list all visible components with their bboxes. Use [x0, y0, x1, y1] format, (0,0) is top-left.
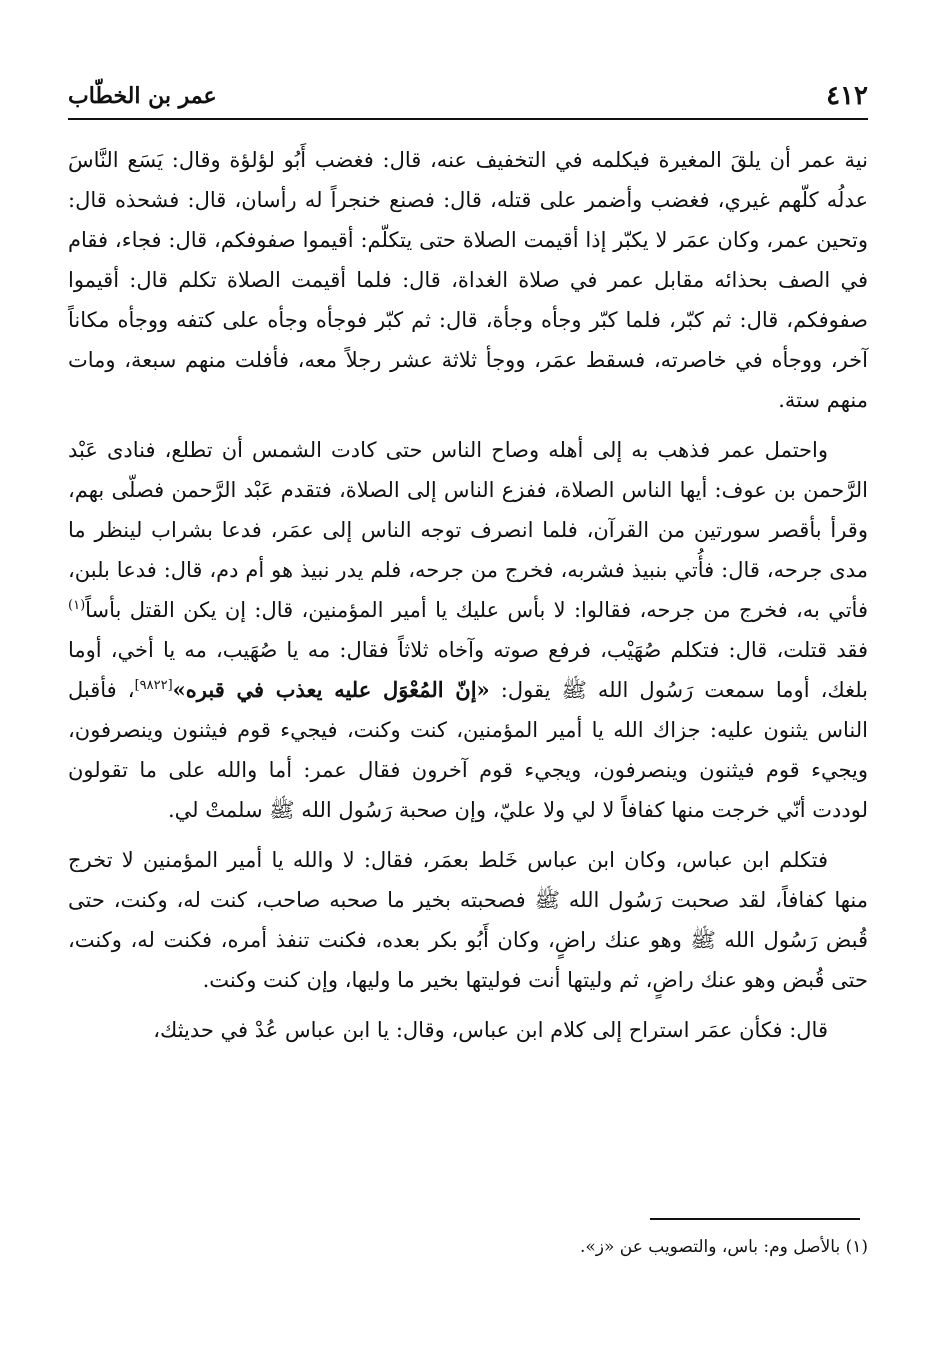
footnote-reference: (١) [68, 598, 86, 613]
footnote-rule [650, 1218, 860, 1220]
header-rule [68, 118, 868, 120]
page-number: ٤١٢ [826, 81, 868, 111]
hadith-quote: «إنّ المُعْوَل عليه يعذب في قبره» [172, 677, 490, 702]
page-header [68, 72, 868, 116]
footnote: (١) بالأصل وم: باس، والتصويب عن «ز». [579, 1237, 868, 1257]
paragraph-3: فتكلم ابن عباس، وكان ابن عباس خَلط بعمَر، فقال: لا والله يا أمير المؤمنين لا تخرج منها كفافاً، لقد صحبت رَسُول الله ﷺ فصحبته بخير ما صحبه صاحب، كنت له، وكنت، حتى قُبض رَسُول الله ﷺ وهو عنك راضٍ، وكان أَبُو بكر بعده، فكنت تنفذ أمره، فكنت له، وكنت، حتى قُبض وهو عنك راضٍ، ثم وليتها أنت فوليتها بخير ما وليها، وإن كنت وكنت. [68, 848, 868, 992]
paragraph-2-part-3: ، فأقبل الناس يثنون عليه: جزاك الله يا أمير المؤمنين، كنت وكنت، فيجيء قوم فيثنون وينصرفون، ويجيء قوم فيثنون وينصرفون، ويجيء قوم آخرون فقال عمر: أما والله على ما تقولون لوددت أنّي خرجت منها كفافاً لا لي ولا عليّ، وإن صحبة رَسُول الله ﷺ سلمتْ لي. [68, 678, 868, 822]
paragraph-4: قال: فكأن عمَر استراح إلى كلام ابن عباس، وقال: يا ابن عباس عُدْ في حديثك، [153, 1018, 828, 1042]
paragraph-2 [68, 430, 868, 830]
paragraph-1: نية عمر أن يلقَ المغيرة فيكلمه في التخفيف عنه، قال: فغضب أَبُو لؤلؤة وقال: يَسَع النَّاسَ عدلُه كلّهم غيري، فغضب وأضمر على قتله، قال: فصنع خنجراً له رأسان، قال: فشحذه قال: وتحين عمر، وكان عمَر لا يكبّر إذا أقيمت الصلاة حتى يتكلّم: أقيموا صفوفكم، قال: فجاء، فقام في الصف بحذائه مقابل عمر في صلاة الغداة، قال: فلما أقيمت الصلاة تكلم قال: أقيموا صفوفكم، قال: ثم كبّر، فلما كبّر وجأه وجأة، قال: ثم كبّر فوجأه وجأه على كتفه ووجأه مكاناً آخر، ووجأه في خاصرته، فسقط عمَر، ووجأ ثلاثة عشر رجلاً معه، فأفلت منهم سبعة، ومات منهم ستة. [68, 148, 868, 412]
paragraph-2-part-1: واحتمل عمر فذهب به إلى أهله وصاح الناس حتى كادت الشمس أن تطلع، فنادى عَبْد الرَّحمن بن عوف: أيها الناس الصلاة، ففزع الناس إلى الصلاة، فتقدم عَبْد الرَّحمن فصلّى بهم، وقرأ بأقصر سورتين من القرآن، فلما انصرف توجه الناس إلى عمَر، فدعا بشراب لينظر ما مدى جرحه، قال: فأُتي بنبيذ فشربه، فخرج من جرحه، فلم يدر نبيذ هو أم دم، قال: فدعا بلبن، فأتي به، فخرج من جرحه، فقالوا: لا بأس عليك يا أمير المؤمنين، قال: إن يكن القتل بأساً [68, 438, 868, 622]
paragraph-2-part-2: فقد قتلت، قال: فتكلم صُهَيْب، فرفع صوته وآخاه ثلاثاً فقال: مه يا صُهَيب، مه يا أخي، أوما بلغك، أوما سمعت رَسُول الله ﷺ يقول: [68, 638, 869, 702]
running-title: عمر بن الخطّاب [68, 83, 217, 109]
main-text [68, 140, 868, 1050]
hadith-number: [٩٨٢٢] [134, 678, 173, 693]
